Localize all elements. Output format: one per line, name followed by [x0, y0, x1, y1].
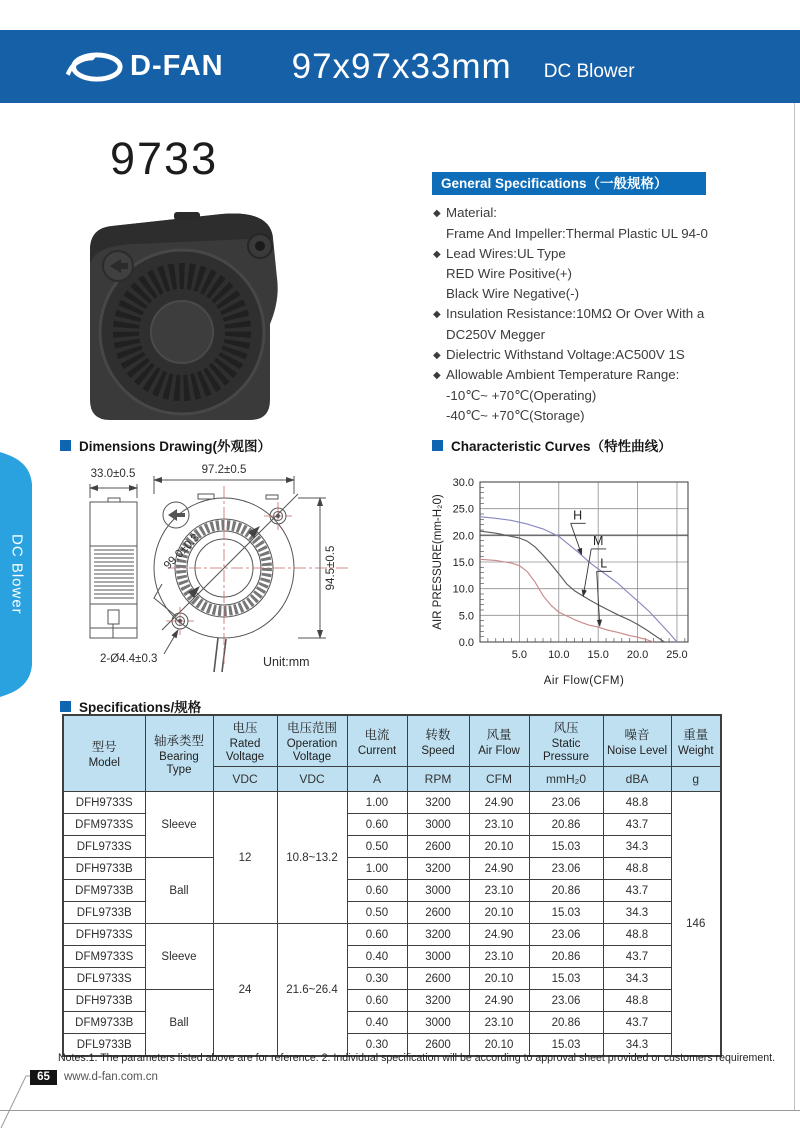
spec-cell: 20.10: [469, 902, 529, 924]
product-photo: [74, 204, 284, 426]
page-right-border: [794, 103, 795, 1110]
spec-cell: 24.90: [469, 990, 529, 1012]
spec-line: [433, 365, 789, 386]
unit-cell: CFM: [469, 767, 529, 792]
spec-cell: 3200: [407, 990, 469, 1012]
curves-chart: [428, 462, 718, 692]
spec-cell: Sleeve: [145, 792, 213, 858]
spec-cell: 43.7: [603, 946, 671, 968]
spec-cell: 15.03: [529, 902, 603, 924]
spec-line: [433, 304, 789, 325]
spec-text: -10℃~ +70℃(Operating): [446, 388, 597, 404]
specs-section-heading: [60, 696, 201, 716]
spec-text: Black Wire Negative(-): [446, 286, 579, 302]
brand-logo: [62, 47, 224, 87]
svg-text:5.0: 5.0: [458, 610, 474, 623]
model-number: 9733: [110, 133, 219, 184]
spec-line: [433, 224, 789, 244]
dim-width-label: 97.2±0.5: [201, 464, 247, 476]
table-row: [63, 990, 721, 1012]
spec-cell: 48.8: [603, 858, 671, 880]
spec-cell: DFM9733B: [63, 1012, 145, 1034]
spec-cell: 20.10: [469, 1034, 529, 1057]
spec-cell: 1.00: [347, 858, 407, 880]
spec-cell: 24.90: [469, 792, 529, 814]
spec-text: Allowable Ambient Temperature Range:: [446, 367, 680, 383]
svg-text:20.0: 20.0: [626, 649, 649, 661]
spec-text: Frame And Impeller:Thermal Plastic UL 94-0: [446, 225, 708, 241]
specifications-table: [62, 714, 722, 1057]
unit-cell: RPM: [407, 767, 469, 792]
spec-cell: 15.03: [529, 968, 603, 990]
spec-cell: 0.50: [347, 836, 407, 858]
svg-text:AIR PRESSURE(mm-H₂0): AIR PRESSURE(mm-H₂0): [432, 494, 444, 630]
general-specs-heading: General Specifications（一般规格）: [432, 172, 706, 195]
spec-text: Material:: [446, 205, 497, 220]
dim-impeller-label: 99.0±0.3: [161, 531, 202, 572]
spec-cell: 2600: [407, 1034, 469, 1057]
spec-cell: 0.60: [347, 990, 407, 1012]
unit-cell: A: [347, 767, 407, 792]
spec-cell: Ball: [145, 858, 213, 924]
spec-cell: 23.10: [469, 946, 529, 968]
spec-cell: 10.8~13.2: [277, 792, 347, 924]
spec-cell: 34.3: [603, 836, 671, 858]
diamond-bullet-icon: ◆: [433, 308, 441, 320]
spec-cell: 15.03: [529, 836, 603, 858]
spec-cell: 20.86: [529, 814, 603, 836]
spec-cell: 12: [213, 792, 277, 924]
spec-cell: 23.10: [469, 814, 529, 836]
spec-cell: 20.86: [529, 880, 603, 902]
dim-unit-label: Unit:mm: [263, 655, 310, 669]
spec-cell: 3200: [407, 924, 469, 946]
table-row: [63, 792, 721, 814]
spec-line: [433, 284, 789, 304]
spec-line: [433, 345, 789, 366]
svg-text:M: M: [592, 533, 604, 548]
general-specs-list: [433, 203, 789, 426]
spec-text: Dielectric Withstand Voltage:AC500V 1S: [446, 346, 685, 362]
brand-name: D-FAN: [130, 50, 224, 82]
spec-cell: DFH9733S: [63, 924, 145, 946]
svg-text:25.0: 25.0: [452, 503, 474, 516]
spec-cell: 23.10: [469, 1012, 529, 1034]
spec-line: [433, 264, 789, 284]
website-text: www.d-fan.com.cn: [64, 1071, 158, 1083]
spec-cell: 48.8: [603, 990, 671, 1012]
spec-cell: Ball: [145, 990, 213, 1057]
spec-cell: 20.86: [529, 946, 603, 968]
spec-cell: 43.7: [603, 814, 671, 836]
spec-cell: 23.06: [529, 990, 603, 1012]
svg-text:15.0: 15.0: [587, 649, 609, 661]
product-type-label: DC Blower: [543, 60, 635, 82]
spec-text: DC250V Megger: [446, 326, 546, 342]
svg-text:20.0: 20.0: [452, 530, 474, 543]
spec-cell: 23.06: [529, 924, 603, 946]
notes-text: Notes:1. The parameters listed above are for reference. 2. Individual specification will be according to approval sheet provided or customers requirement.: [58, 1052, 776, 1064]
unit-cell: dBA: [603, 767, 671, 792]
svg-text:L: L: [600, 556, 608, 571]
spec-cell: 21.6~26.4: [277, 924, 347, 1057]
header-pressure: 风压 Static Pressure: [529, 715, 603, 767]
spec-cell: 3000: [407, 946, 469, 968]
spec-cell: DFH9733S: [63, 792, 145, 814]
unit-cell: mmH₂0: [529, 767, 603, 792]
diamond-bullet-icon: ◆: [433, 349, 441, 361]
spec-cell: DFL9733S: [63, 968, 145, 990]
spec-cell: 146: [671, 792, 721, 1057]
spec-cell: DFL9733S: [63, 836, 145, 858]
spec-text: RED Wire Positive(+): [446, 266, 572, 282]
dimensions-heading-text: Dimensions Drawing(外观图）: [79, 439, 272, 454]
spec-cell: 3200: [407, 792, 469, 814]
header-speed: 转数 Speed: [407, 715, 469, 767]
svg-text:5.0: 5.0: [511, 649, 528, 661]
spec-line: [433, 244, 789, 265]
header-bearing: 轴承类型 Bearing Type: [145, 715, 213, 792]
spec-text: Insulation Resistance:10MΩ Or Over With a: [446, 305, 705, 321]
svg-text:25.0: 25.0: [666, 649, 688, 661]
header-rated-voltage: 电压 Rated Voltage: [213, 715, 277, 767]
spec-cell: 3000: [407, 880, 469, 902]
spec-cell: 34.3: [603, 902, 671, 924]
spec-cell: DFH9733B: [63, 858, 145, 880]
page-bottom-rule: [0, 1110, 800, 1111]
curves-heading-text: Characteristic Curves（特性曲线）: [451, 439, 672, 454]
header-airflow: 风量 Air Flow: [469, 715, 529, 767]
spec-cell: 0.60: [347, 814, 407, 836]
spec-cell: 20.10: [469, 836, 529, 858]
page-number-badge: 65: [30, 1070, 57, 1085]
spec-text: -40℃~ +70℃(Storage): [446, 407, 585, 423]
spec-cell: 0.40: [347, 946, 407, 968]
dimensions-section-heading: [60, 435, 271, 455]
spec-cell: 0.50: [347, 902, 407, 924]
diamond-bullet-icon: ◆: [433, 370, 441, 382]
spec-cell: DFM9733S: [63, 814, 145, 836]
header-bar: [0, 30, 800, 103]
header-current: 电流 Current: [347, 715, 407, 767]
unit-cell: VDC: [213, 767, 277, 792]
spec-cell: 24.90: [469, 924, 529, 946]
spec-cell: 0.60: [347, 924, 407, 946]
dim-height-label: 94.5±0.5: [325, 545, 337, 591]
spec-cell: 24.90: [469, 858, 529, 880]
spec-cell: 20.86: [529, 1012, 603, 1034]
spec-cell: 48.8: [603, 924, 671, 946]
spec-cell: 0.30: [347, 1034, 407, 1057]
table-row: [63, 924, 721, 946]
table-header-row: [63, 715, 721, 767]
spec-cell: 0.60: [347, 880, 407, 902]
page-title: 97x97x33mm: [291, 46, 512, 86]
spec-line: [433, 325, 789, 345]
spec-cell: 23.10: [469, 880, 529, 902]
spec-cell: 2600: [407, 968, 469, 990]
svg-text:0.0: 0.0: [458, 637, 474, 649]
dim-holes-label: 2-Ø4.4±0.3: [100, 653, 158, 665]
spec-cell: 0.40: [347, 1012, 407, 1034]
spec-line: [433, 386, 789, 406]
footer-corner-mark: [0, 1068, 34, 1130]
spec-cell: 2600: [407, 836, 469, 858]
spec-cell: 3200: [407, 858, 469, 880]
diamond-bullet-icon: ◆: [433, 208, 441, 219]
spec-cell: 34.3: [603, 1034, 671, 1057]
blue-square-icon: [60, 440, 71, 451]
spec-cell: 0.30: [347, 968, 407, 990]
spec-cell: 20.10: [469, 968, 529, 990]
spec-line: [433, 406, 789, 426]
spec-cell: 1.00: [347, 792, 407, 814]
spec-cell: DFM9733S: [63, 946, 145, 968]
curves-section-heading: [432, 435, 672, 455]
svg-text:15.0: 15.0: [452, 557, 474, 569]
header-noise: 噪音 Noise Level: [603, 715, 671, 767]
spec-cell: 23.06: [529, 792, 603, 814]
spec-cell: DFL9733B: [63, 902, 145, 924]
table-row: [63, 858, 721, 880]
side-tab-label: DC Blower: [8, 534, 26, 615]
dimensions-drawing: [58, 458, 408, 693]
header-weight: 重量 Weight: [671, 715, 721, 767]
spec-text: Lead Wires:UL Type: [446, 245, 566, 261]
unit-cell: VDC: [277, 767, 347, 792]
spec-cell: DFH9733B: [63, 990, 145, 1012]
diamond-bullet-icon: ◆: [433, 248, 441, 260]
spec-cell: 48.8: [603, 792, 671, 814]
blue-square-icon: [60, 701, 71, 712]
spec-cell: DFM9733B: [63, 880, 145, 902]
spec-cell: 43.7: [603, 1012, 671, 1034]
svg-text:H: H: [573, 508, 583, 523]
spec-line: [433, 203, 789, 224]
spec-cell: DFL9733B: [63, 1034, 145, 1057]
spec-cell: 24: [213, 924, 277, 1057]
spec-cell: 3000: [407, 814, 469, 836]
svg-text:10.0: 10.0: [548, 649, 570, 661]
blue-square-icon: [432, 440, 443, 451]
svg-text:Air Flow(CFM): Air Flow(CFM): [543, 675, 625, 687]
spec-cell: 3000: [407, 1012, 469, 1034]
spec-cell: 34.3: [603, 968, 671, 990]
spec-cell: Sleeve: [145, 924, 213, 990]
dim-depth-label: 33.0±0.5: [90, 468, 136, 480]
spec-cell: 15.03: [529, 1034, 603, 1057]
spec-cell: 2600: [407, 902, 469, 924]
svg-text:30.0: 30.0: [452, 477, 474, 489]
fan-swoosh-icon: [62, 47, 124, 87]
spec-cell: 23.06: [529, 858, 603, 880]
unit-cell: g: [671, 767, 721, 792]
header-model: 型号 Model: [63, 715, 145, 792]
specs-heading-text: Specifications/规格: [79, 700, 202, 715]
header-operation-voltage: 电压范围 Operation Voltage: [277, 715, 347, 767]
spec-cell: 43.7: [603, 880, 671, 902]
svg-text:10.0: 10.0: [452, 583, 474, 596]
